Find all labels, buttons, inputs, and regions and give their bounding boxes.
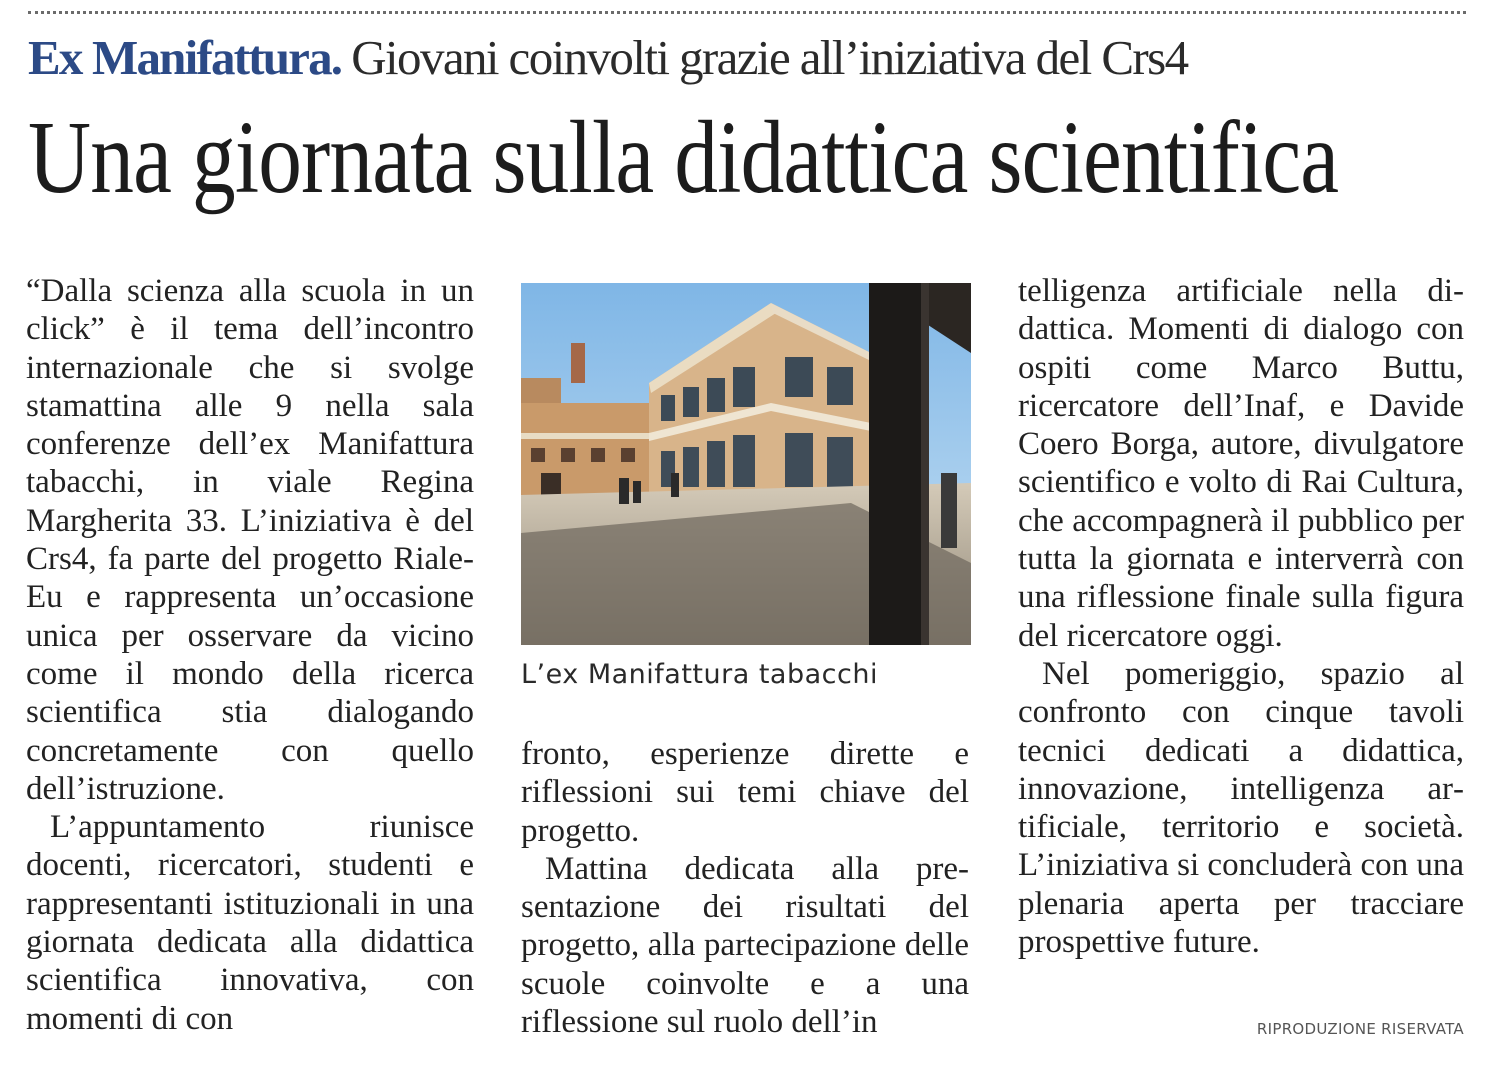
section-label: Ex Manifattura. [28,30,342,85]
column-2 [521,735,969,1041]
paragraph: “Dalla scienza alla scuola in un click” è il tema dell’incontro internazionale che si svolge stamattina alle 9 nella sala conferenze dell’ex Manifattura tabacchi, in viale Regina Margherita 33. L’iniziativa è del Crs4, fa parte del progetto Riale-Eu e rappresenta un’occasione unica per osservare da vicino come il mondo della ricerca scientifica stia dialogando concretamente con quello dell’istruzione. [26,273,474,807]
kicker-line [28,30,1488,86]
column-3 [1018,272,1464,961]
paragraph: fronto, esperienze dirette e riflessioni sui temi chiave del progetto. [521,736,969,849]
manifattura-building-image [521,283,971,645]
paragraph: telligenza artificiale nella didattica. Momenti di dialogo con ospiti come Marco Buttu, ricercatore dell’Inaf, e Davide Coero Borga, autore, divulgatore scientifico e volto di Rai Cultura, che accompagnerà il pubblico per tutta la giornata e interverrà con una riflessione finale sulla figura del ricercatore oggi. [1018,273,1464,654]
top-dotted-rule [28,11,1466,14]
paragraph: Mattina dedicata alla presentazione dei risultati del progetto, alla partecipazione delle scuole coinvolte e a una riflessione sul ruolo dell’in [521,850,969,1041]
kicker-text: Giovani coinvolti grazie all’iniziativa del Crs4 [351,30,1188,85]
paragraph: Nel pomeriggio, spazio al confronto con cinque tavoli tecnici dedicati a didattica, innovazione, intelligenza artificiale, territorio e società. L’iniziativa si concluderà con una plenaria aperta per tracciare prospettive future. [1018,655,1464,961]
column-1 [26,272,474,1038]
paragraph: L’appuntamento riunisce docenti, ricercatori, studenti e rappresentanti istituzionali in una giornata dedicata alla didattica scientifica innovativa, con momenti di con [26,809,474,1037]
article-photo [521,283,971,645]
rights-notice: RIPRODUZIONE RISERVATA [1256,1020,1464,1038]
photo-caption: L’ex Manifattura tabacchi [521,659,878,690]
headline: Una giornata sulla didattica scientifica [28,100,1339,215]
